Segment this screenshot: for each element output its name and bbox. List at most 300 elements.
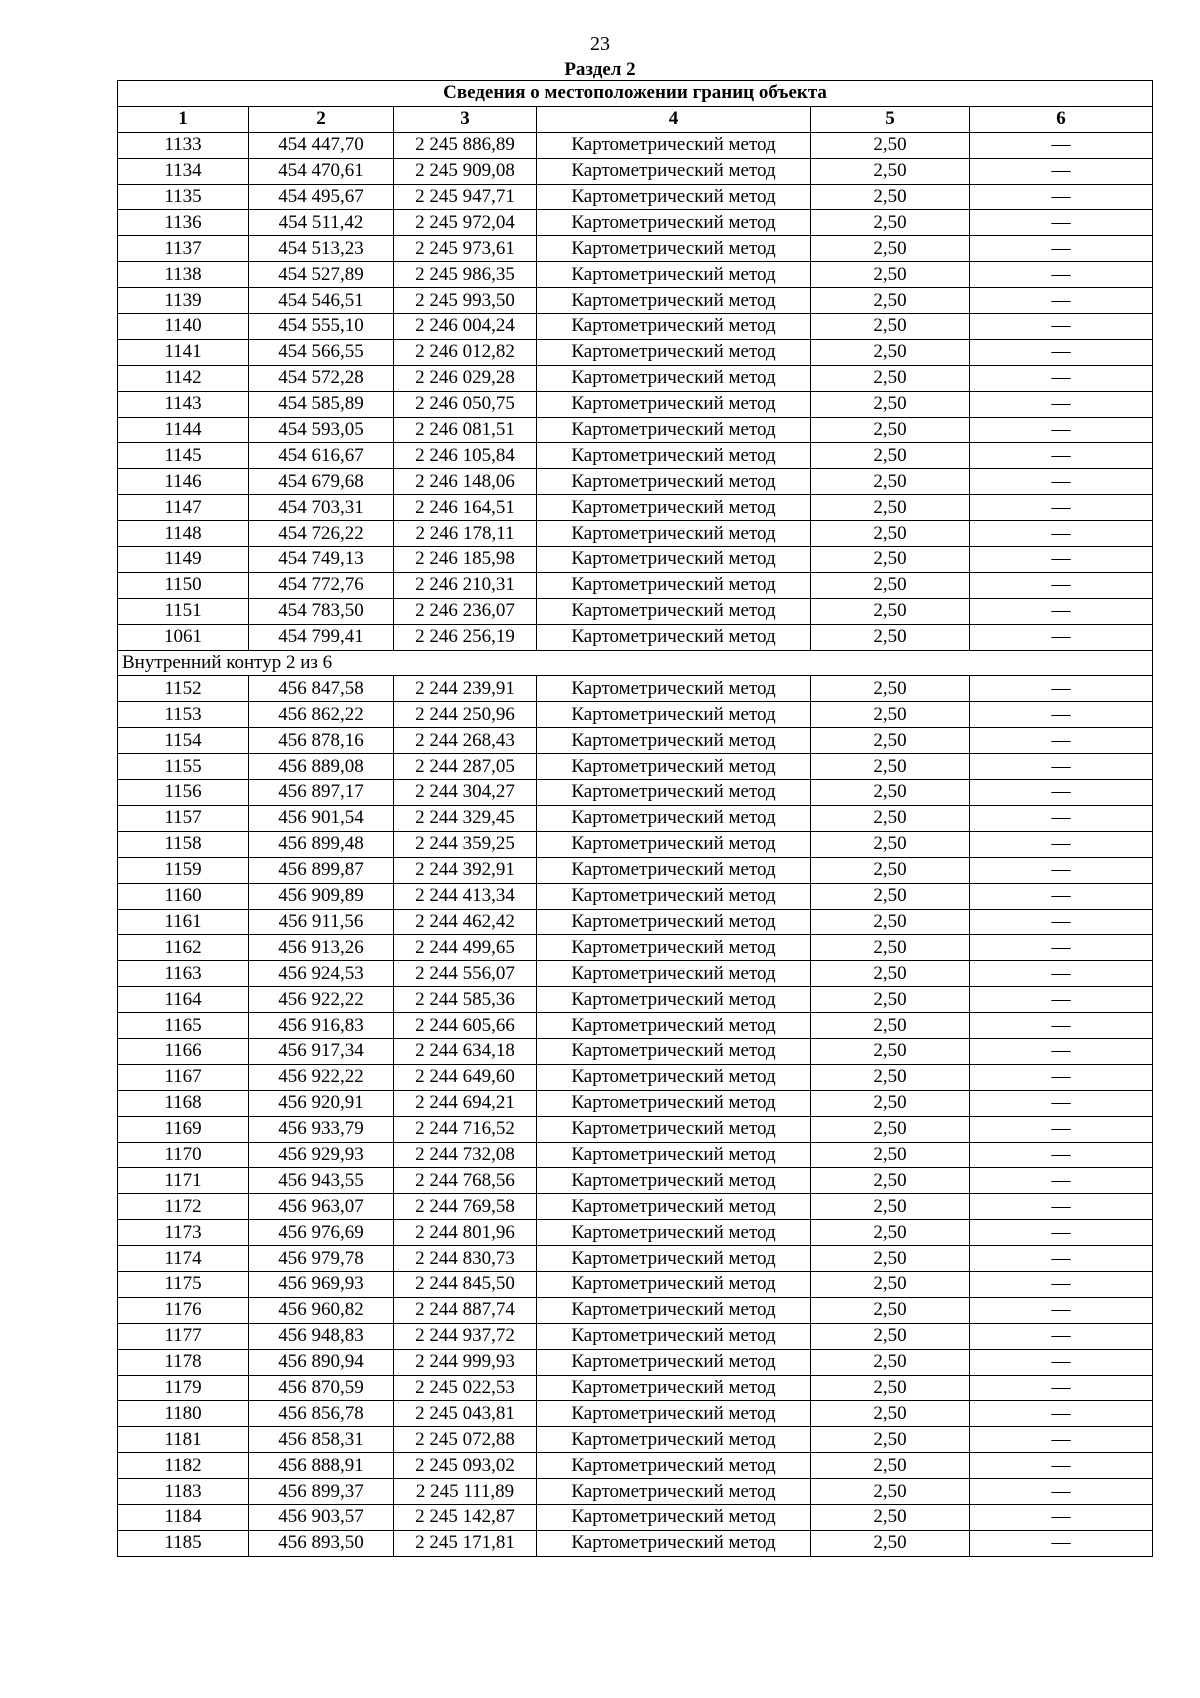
cell-description: — [970, 572, 1153, 598]
cell-y-coordinate: 2 245 072,88 [394, 1427, 537, 1453]
cell-description: — [970, 1271, 1153, 1297]
cell-accuracy: 2,50 [811, 1013, 970, 1039]
cell-description: — [970, 1116, 1153, 1142]
cell-description: — [970, 262, 1153, 288]
cell-point-number: 1144 [118, 417, 249, 443]
cell-y-coordinate: 2 246 004,24 [394, 314, 537, 340]
cell-method: Картометрический метод [537, 857, 811, 883]
cell-method: Картометрический метод [537, 1297, 811, 1323]
cell-y-coordinate: 2 244 585,36 [394, 987, 537, 1013]
cell-method: Картометрический метод [537, 1530, 811, 1556]
table-row [118, 702, 1153, 728]
cell-y-coordinate: 2 245 947,71 [394, 184, 537, 210]
cell-accuracy: 2,50 [811, 572, 970, 598]
cell-point-number: 1136 [118, 210, 249, 236]
table-row [118, 495, 1153, 521]
cell-point-number: 1134 [118, 158, 249, 184]
cell-x-coordinate: 454 511,42 [249, 210, 394, 236]
cell-y-coordinate: 2 244 329,45 [394, 805, 537, 831]
cell-y-coordinate: 2 246 178,11 [394, 521, 537, 547]
cell-point-number: 1152 [118, 676, 249, 702]
cell-method: Картометрический метод [537, 831, 811, 857]
cell-y-coordinate: 2 246 210,31 [394, 572, 537, 598]
cell-point-number: 1162 [118, 935, 249, 961]
cell-accuracy: 2,50 [811, 987, 970, 1013]
cell-method: Картометрический метод [537, 314, 811, 340]
page-number: 23 [590, 33, 610, 55]
cell-description: — [970, 132, 1153, 158]
table-row [118, 1090, 1153, 1116]
table-row [118, 288, 1153, 314]
table-row [118, 1064, 1153, 1090]
cell-method: Картометрический метод [537, 262, 811, 288]
table-row [118, 1349, 1153, 1375]
cell-method: Картометрический метод [537, 676, 811, 702]
table-row [118, 417, 1153, 443]
cell-method: Картометрический метод [537, 158, 811, 184]
table-row [118, 987, 1153, 1013]
cell-description: — [970, 1453, 1153, 1479]
cell-description: — [970, 314, 1153, 340]
cell-x-coordinate: 456 943,55 [249, 1168, 394, 1194]
cell-x-coordinate: 456 911,56 [249, 909, 394, 935]
cell-x-coordinate: 456 870,59 [249, 1375, 394, 1401]
cell-description: — [970, 831, 1153, 857]
column-header-1: 1 [118, 106, 249, 132]
cell-accuracy: 2,50 [811, 1271, 970, 1297]
cell-y-coordinate: 2 245 022,53 [394, 1375, 537, 1401]
cell-accuracy: 2,50 [811, 728, 970, 754]
cell-description: — [970, 1090, 1153, 1116]
cell-point-number: 1153 [118, 702, 249, 728]
cell-x-coordinate: 456 979,78 [249, 1246, 394, 1272]
table-row [118, 961, 1153, 987]
cell-accuracy: 2,50 [811, 1530, 970, 1556]
cell-x-coordinate: 454 495,67 [249, 184, 394, 210]
cell-method: Картометрический метод [537, 624, 811, 650]
cell-y-coordinate: 2 245 043,81 [394, 1401, 537, 1427]
table-row [118, 521, 1153, 547]
cell-y-coordinate: 2 244 716,52 [394, 1116, 537, 1142]
table-row [118, 572, 1153, 598]
cell-x-coordinate: 456 920,91 [249, 1090, 394, 1116]
table-row [118, 443, 1153, 469]
cell-description: — [970, 1530, 1153, 1556]
cell-accuracy: 2,50 [811, 857, 970, 883]
cell-y-coordinate: 2 244 413,34 [394, 883, 537, 909]
cell-method: Картометрический метод [537, 1375, 811, 1401]
cell-method: Картометрический метод [537, 1064, 811, 1090]
table-row [118, 365, 1153, 391]
cell-accuracy: 2,50 [811, 1194, 970, 1220]
table-row [118, 1323, 1153, 1349]
cell-method: Картометрический метод [537, 1401, 811, 1427]
cell-method: Картометрический метод [537, 1090, 811, 1116]
cell-point-number: 1184 [118, 1504, 249, 1530]
cell-y-coordinate: 2 244 462,42 [394, 909, 537, 935]
cell-x-coordinate: 456 899,37 [249, 1479, 394, 1505]
cell-y-coordinate: 2 246 105,84 [394, 443, 537, 469]
cell-y-coordinate: 2 245 093,02 [394, 1453, 537, 1479]
table-row [118, 158, 1153, 184]
cell-method: Картометрический метод [537, 132, 811, 158]
cell-y-coordinate: 2 245 111,89 [394, 1479, 537, 1505]
cell-x-coordinate: 454 585,89 [249, 391, 394, 417]
cell-description: — [970, 365, 1153, 391]
cell-method: Картометрический метод [537, 521, 811, 547]
cell-accuracy: 2,50 [811, 676, 970, 702]
table-row [118, 184, 1153, 210]
cell-point-number: 1180 [118, 1401, 249, 1427]
cell-accuracy: 2,50 [811, 1090, 970, 1116]
cell-x-coordinate: 456 976,69 [249, 1220, 394, 1246]
cell-method: Картометрический метод [537, 1013, 811, 1039]
cell-description: — [970, 339, 1153, 365]
cell-description: — [970, 495, 1153, 521]
cell-x-coordinate: 456 917,34 [249, 1038, 394, 1064]
table-row [118, 236, 1153, 262]
cell-point-number: 1141 [118, 339, 249, 365]
cell-accuracy: 2,50 [811, 443, 970, 469]
cell-method: Картометрический метод [537, 1194, 811, 1220]
cell-accuracy: 2,50 [811, 1349, 970, 1375]
cell-method: Картометрический метод [537, 365, 811, 391]
cell-description: — [970, 987, 1153, 1013]
cell-method: Картометрический метод [537, 1479, 811, 1505]
cell-accuracy: 2,50 [811, 1453, 970, 1479]
table-row [118, 314, 1153, 340]
cell-y-coordinate: 2 244 768,56 [394, 1168, 537, 1194]
section-title: Раздел 2 [564, 59, 636, 80]
cell-x-coordinate: 456 888,91 [249, 1453, 394, 1479]
cell-description: — [970, 1194, 1153, 1220]
cell-accuracy: 2,50 [811, 521, 970, 547]
cell-description: — [970, 1323, 1153, 1349]
cell-method: Картометрический метод [537, 495, 811, 521]
column-header-3: 3 [394, 106, 537, 132]
cell-description: — [970, 1401, 1153, 1427]
cell-method: Картометрический метод [537, 1349, 811, 1375]
cell-point-number: 1173 [118, 1220, 249, 1246]
cell-point-number: 1159 [118, 857, 249, 883]
cell-x-coordinate: 456 948,83 [249, 1323, 394, 1349]
cell-y-coordinate: 2 244 499,65 [394, 935, 537, 961]
cell-y-coordinate: 2 245 972,04 [394, 210, 537, 236]
cell-point-number: 1164 [118, 987, 249, 1013]
cell-point-number: 1165 [118, 1013, 249, 1039]
cell-x-coordinate: 456 909,89 [249, 883, 394, 909]
cell-point-number: 1181 [118, 1427, 249, 1453]
cell-accuracy: 2,50 [811, 831, 970, 857]
cell-method: Картометрический метод [537, 1220, 811, 1246]
table-row [118, 1479, 1153, 1505]
cell-description: — [970, 236, 1153, 262]
cell-y-coordinate: 2 244 359,25 [394, 831, 537, 857]
table-row [118, 1401, 1153, 1427]
cell-point-number: 1166 [118, 1038, 249, 1064]
cell-y-coordinate: 2 244 239,91 [394, 676, 537, 702]
cell-point-number: 1139 [118, 288, 249, 314]
cell-point-number: 1146 [118, 469, 249, 495]
table-title-row [118, 81, 1153, 107]
table-row [118, 262, 1153, 288]
contour-label: Внутренний контур 2 из 6 [118, 650, 1153, 676]
cell-point-number: 1175 [118, 1271, 249, 1297]
table-row [118, 132, 1153, 158]
cell-y-coordinate: 2 245 909,08 [394, 158, 537, 184]
table-row [118, 1013, 1153, 1039]
cell-accuracy: 2,50 [811, 417, 970, 443]
cell-x-coordinate: 454 566,55 [249, 339, 394, 365]
cell-y-coordinate: 2 244 268,43 [394, 728, 537, 754]
cell-point-number: 1178 [118, 1349, 249, 1375]
table-row [118, 676, 1153, 702]
cell-x-coordinate: 454 513,23 [249, 236, 394, 262]
cell-method: Картометрический метод [537, 1246, 811, 1272]
column-header-5: 5 [811, 106, 970, 132]
cell-method: Картометрический метод [537, 1116, 811, 1142]
cell-accuracy: 2,50 [811, 1246, 970, 1272]
cell-x-coordinate: 456 901,54 [249, 805, 394, 831]
cell-accuracy: 2,50 [811, 1323, 970, 1349]
table-row [118, 780, 1153, 806]
cell-description: — [970, 1220, 1153, 1246]
cell-accuracy: 2,50 [811, 805, 970, 831]
cell-accuracy: 2,50 [811, 1479, 970, 1505]
cell-accuracy: 2,50 [811, 132, 970, 158]
cell-y-coordinate: 2 245 171,81 [394, 1530, 537, 1556]
cell-method: Картометрический метод [537, 391, 811, 417]
cell-accuracy: 2,50 [811, 210, 970, 236]
cell-accuracy: 2,50 [811, 1142, 970, 1168]
cell-accuracy: 2,50 [811, 754, 970, 780]
cell-x-coordinate: 456 899,87 [249, 857, 394, 883]
table-title: Сведения о местоположении границ объекта [118, 81, 1153, 107]
cell-y-coordinate: 2 244 732,08 [394, 1142, 537, 1168]
cell-y-coordinate: 2 244 830,73 [394, 1246, 537, 1272]
cell-description: — [970, 1375, 1153, 1401]
cell-point-number: 1179 [118, 1375, 249, 1401]
table-row [118, 1038, 1153, 1064]
cell-description: — [970, 1038, 1153, 1064]
cell-point-number: 1148 [118, 521, 249, 547]
cell-description: — [970, 857, 1153, 883]
cell-x-coordinate: 454 447,70 [249, 132, 394, 158]
table-row [118, 1220, 1153, 1246]
cell-description: — [970, 805, 1153, 831]
cell-x-coordinate: 454 527,89 [249, 262, 394, 288]
cell-point-number: 1161 [118, 909, 249, 935]
cell-y-coordinate: 2 244 999,93 [394, 1349, 537, 1375]
cell-description: — [970, 909, 1153, 935]
cell-x-coordinate: 456 889,08 [249, 754, 394, 780]
table-row [118, 805, 1153, 831]
coordinates-table [117, 80, 1153, 1557]
cell-y-coordinate: 2 244 937,72 [394, 1323, 537, 1349]
cell-description: — [970, 288, 1153, 314]
cell-accuracy: 2,50 [811, 158, 970, 184]
cell-description: — [970, 676, 1153, 702]
table-row [118, 1427, 1153, 1453]
cell-y-coordinate: 2 246 148,06 [394, 469, 537, 495]
cell-y-coordinate: 2 246 050,75 [394, 391, 537, 417]
cell-x-coordinate: 456 862,22 [249, 702, 394, 728]
cell-description: — [970, 624, 1153, 650]
cell-x-coordinate: 456 899,48 [249, 831, 394, 857]
cell-point-number: 1170 [118, 1142, 249, 1168]
cell-accuracy: 2,50 [811, 702, 970, 728]
cell-y-coordinate: 2 246 164,51 [394, 495, 537, 521]
cell-x-coordinate: 456 890,94 [249, 1349, 394, 1375]
cell-method: Картометрический метод [537, 547, 811, 573]
cell-y-coordinate: 2 245 973,61 [394, 236, 537, 262]
cell-point-number: 1149 [118, 547, 249, 573]
cell-method: Картометрический метод [537, 417, 811, 443]
cell-y-coordinate: 2 244 250,96 [394, 702, 537, 728]
cell-accuracy: 2,50 [811, 469, 970, 495]
cell-description: — [970, 1479, 1153, 1505]
cell-point-number: 1145 [118, 443, 249, 469]
cell-method: Картометрический метод [537, 1142, 811, 1168]
cell-point-number: 1151 [118, 598, 249, 624]
cell-point-number: 1185 [118, 1530, 249, 1556]
cell-point-number: 1174 [118, 1246, 249, 1272]
cell-accuracy: 2,50 [811, 391, 970, 417]
cell-description: — [970, 598, 1153, 624]
cell-x-coordinate: 456 878,16 [249, 728, 394, 754]
column-header-4: 4 [537, 106, 811, 132]
cell-method: Картометрический метод [537, 754, 811, 780]
cell-description: — [970, 521, 1153, 547]
table-row [118, 1530, 1153, 1556]
cell-accuracy: 2,50 [811, 909, 970, 935]
cell-accuracy: 2,50 [811, 314, 970, 340]
cell-point-number: 1135 [118, 184, 249, 210]
cell-description: — [970, 443, 1153, 469]
cell-y-coordinate: 2 245 886,89 [394, 132, 537, 158]
cell-point-number: 1156 [118, 780, 249, 806]
cell-y-coordinate: 2 245 986,35 [394, 262, 537, 288]
cell-y-coordinate: 2 246 185,98 [394, 547, 537, 573]
table-row [118, 935, 1153, 961]
cell-point-number: 1143 [118, 391, 249, 417]
cell-y-coordinate: 2 244 694,21 [394, 1090, 537, 1116]
cell-description: — [970, 702, 1153, 728]
cell-accuracy: 2,50 [811, 935, 970, 961]
cell-accuracy: 2,50 [811, 1375, 970, 1401]
table-row [118, 1168, 1153, 1194]
cell-accuracy: 2,50 [811, 236, 970, 262]
cell-y-coordinate: 2 244 801,96 [394, 1220, 537, 1246]
cell-accuracy: 2,50 [811, 1116, 970, 1142]
cell-accuracy: 2,50 [811, 495, 970, 521]
table-row [118, 883, 1153, 909]
cell-x-coordinate: 456 922,22 [249, 987, 394, 1013]
cell-method: Картометрический метод [537, 1427, 811, 1453]
cell-description: — [970, 1142, 1153, 1168]
table-row [118, 1116, 1153, 1142]
table-row [118, 547, 1153, 573]
cell-x-coordinate: 456 960,82 [249, 1297, 394, 1323]
cell-y-coordinate: 2 246 236,07 [394, 598, 537, 624]
table-row [118, 469, 1153, 495]
cell-description: — [970, 1504, 1153, 1530]
cell-point-number: 1182 [118, 1453, 249, 1479]
cell-point-number: 1138 [118, 262, 249, 288]
cell-accuracy: 2,50 [811, 1427, 970, 1453]
cell-y-coordinate: 2 246 012,82 [394, 339, 537, 365]
cell-point-number: 1163 [118, 961, 249, 987]
table-body [118, 132, 1153, 1556]
cell-accuracy: 2,50 [811, 1064, 970, 1090]
cell-x-coordinate: 454 546,51 [249, 288, 394, 314]
cell-description: — [970, 883, 1153, 909]
cell-x-coordinate: 454 616,67 [249, 443, 394, 469]
cell-accuracy: 2,50 [811, 1038, 970, 1064]
cell-x-coordinate: 456 897,17 [249, 780, 394, 806]
table-row [118, 754, 1153, 780]
cell-x-coordinate: 456 893,50 [249, 1530, 394, 1556]
cell-x-coordinate: 456 969,93 [249, 1271, 394, 1297]
cell-description: — [970, 547, 1153, 573]
cell-description: — [970, 210, 1153, 236]
cell-method: Картометрический метод [537, 1323, 811, 1349]
cell-x-coordinate: 456 847,58 [249, 676, 394, 702]
table-row [118, 1504, 1153, 1530]
cell-x-coordinate: 454 470,61 [249, 158, 394, 184]
cell-description: — [970, 754, 1153, 780]
table-row [118, 728, 1153, 754]
cell-x-coordinate: 456 963,07 [249, 1194, 394, 1220]
cell-method: Картометрический метод [537, 1271, 811, 1297]
cell-y-coordinate: 2 244 287,05 [394, 754, 537, 780]
cell-method: Картометрический метод [537, 935, 811, 961]
table-row [118, 857, 1153, 883]
cell-method: Картометрический метод [537, 1453, 811, 1479]
cell-description: — [970, 1246, 1153, 1272]
cell-description: — [970, 1427, 1153, 1453]
cell-accuracy: 2,50 [811, 184, 970, 210]
cell-accuracy: 2,50 [811, 1504, 970, 1530]
contour-row [118, 650, 1153, 676]
cell-method: Картометрический метод [537, 728, 811, 754]
table-row [118, 1453, 1153, 1479]
cell-y-coordinate: 2 245 142,87 [394, 1504, 537, 1530]
cell-method: Картометрический метод [537, 572, 811, 598]
cell-method: Картометрический метод [537, 210, 811, 236]
cell-accuracy: 2,50 [811, 624, 970, 650]
column-header-2: 2 [249, 106, 394, 132]
cell-accuracy: 2,50 [811, 598, 970, 624]
cell-accuracy: 2,50 [811, 262, 970, 288]
cell-point-number: 1140 [118, 314, 249, 340]
cell-description: — [970, 417, 1153, 443]
cell-method: Картометрический метод [537, 1504, 811, 1530]
cell-point-number: 1177 [118, 1323, 249, 1349]
cell-method: Картометрический метод [537, 883, 811, 909]
cell-point-number: 1172 [118, 1194, 249, 1220]
cell-description: — [970, 1297, 1153, 1323]
cell-description: — [970, 1013, 1153, 1039]
cell-accuracy: 2,50 [811, 288, 970, 314]
cell-y-coordinate: 2 244 887,74 [394, 1297, 537, 1323]
cell-x-coordinate: 454 703,31 [249, 495, 394, 521]
cell-point-number: 1154 [118, 728, 249, 754]
cell-point-number: 1147 [118, 495, 249, 521]
cell-x-coordinate: 454 772,76 [249, 572, 394, 598]
cell-description: — [970, 1349, 1153, 1375]
table-row [118, 1194, 1153, 1220]
